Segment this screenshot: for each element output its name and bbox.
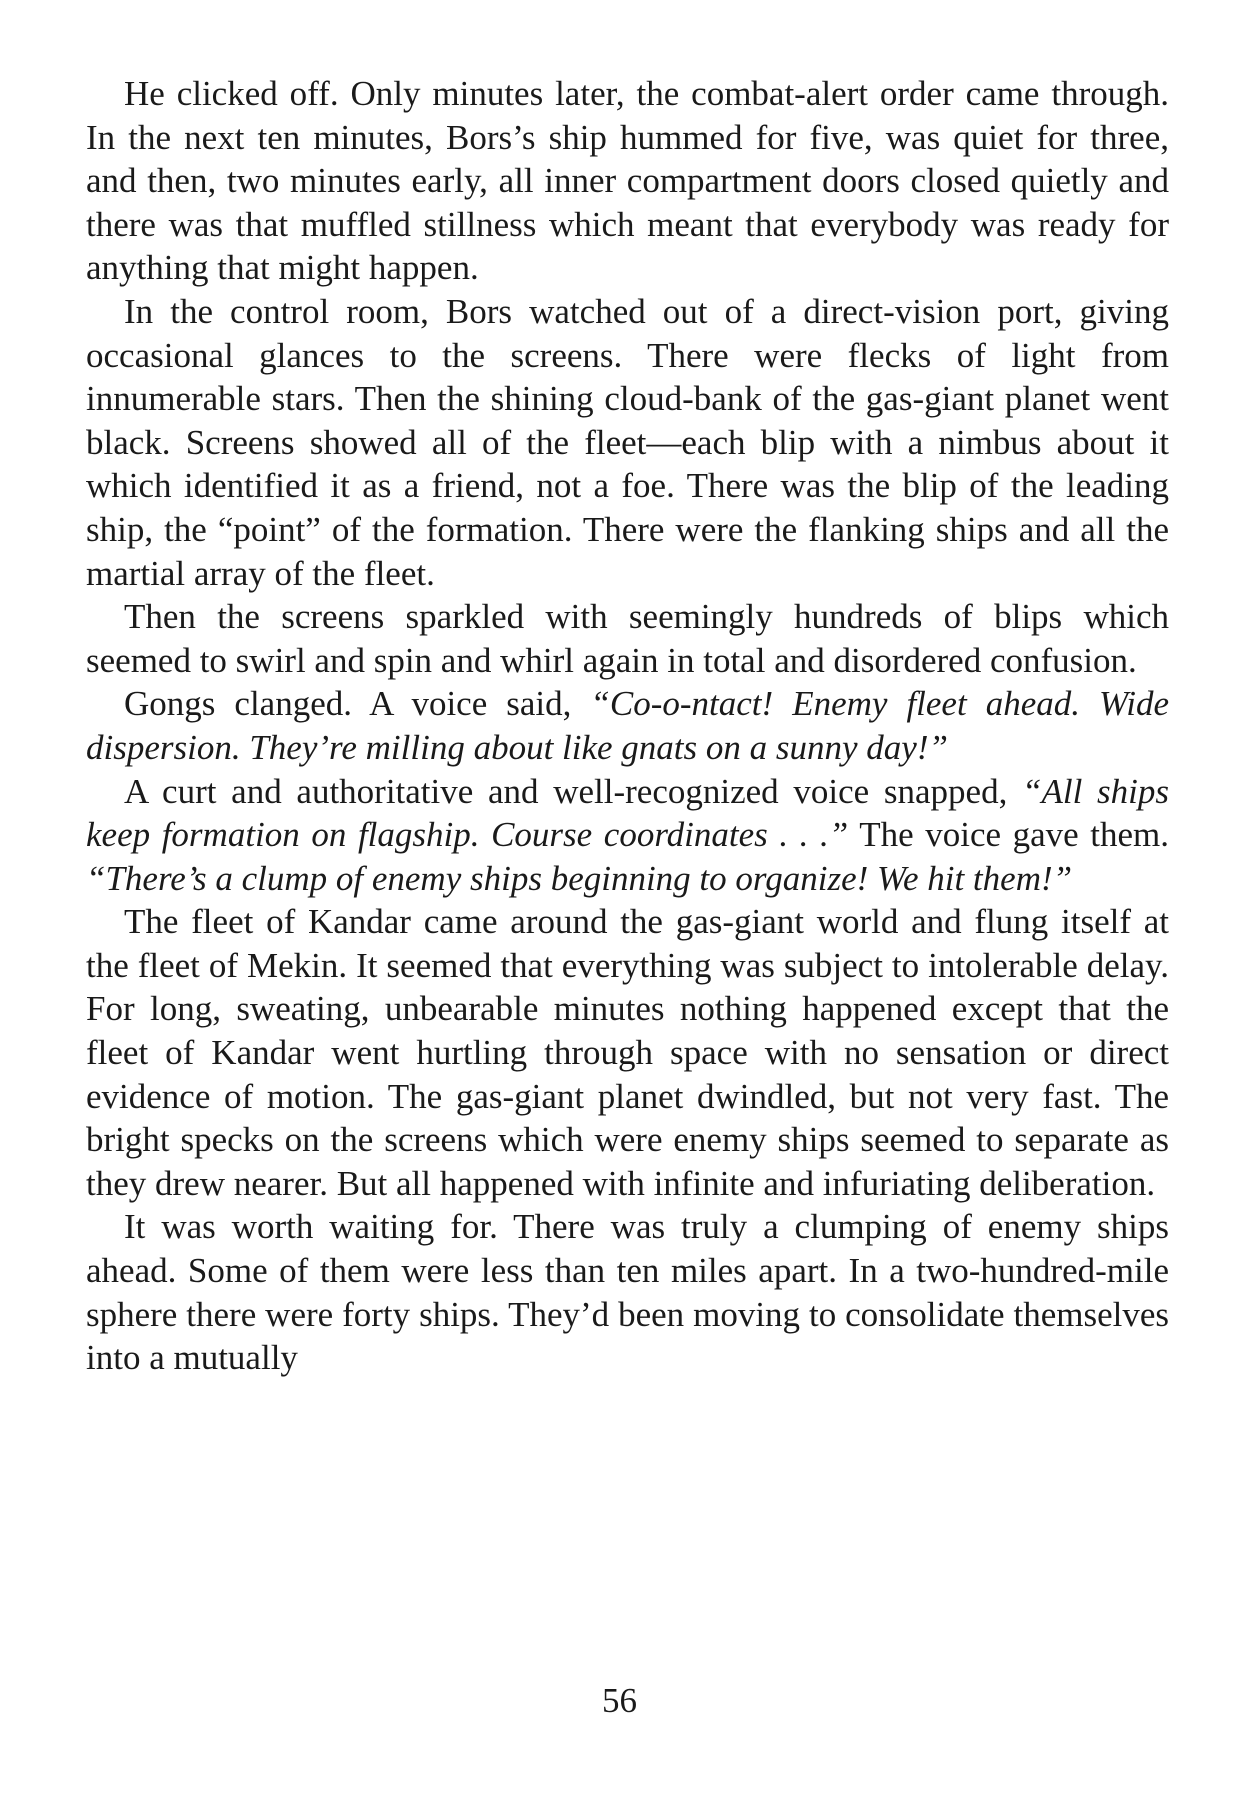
paragraph	[86, 770, 1169, 901]
paragraph-text: He clicked off. Only minutes later, the combat-alert order came through. In the next ten minutes, Bors’s ship hummed for five, was quiet for three, and then, two minutes early, all inner compartment doors closed quietly and there was that muffled stillness which meant that everybody was ready for anything that might happen.	[86, 74, 1169, 288]
paragraph-text: Then the screens sparkled with seemingly hundreds of blips which seemed to swirl and spin and whirl again in total and disordered confusion.	[86, 597, 1169, 680]
paragraph	[86, 595, 1169, 682]
paragraph-text: It was worth waiting for. There was truly a clumping of enemy ships ahead. Some of them were less than ten miles apart. In a two-hundred-mile sphere there were forty ships. They’d been moving to consolidate themselves into a mutually	[86, 1207, 1169, 1378]
paragraph	[86, 900, 1169, 1205]
paragraph	[86, 72, 1169, 290]
page-number: 56	[602, 1681, 637, 1720]
paragraph-italic-text: “There’s a clump of enemy ships beginning to organize! We hit them!”	[86, 858, 1073, 898]
page-body	[86, 72, 1169, 1380]
paragraph-text: A curt and authoritative and well-recognized voice snapped,	[124, 771, 1023, 811]
paragraph	[86, 1205, 1169, 1379]
paragraph-text: In the control room, Bors watched out of a direct-vision port, giving occasional glances to the screens. There were flecks of light from innumerable stars. Then the shining cloud-bank of the gas-giant planet went black. Screens showed all of the fleet—each blip with a nimbus about it which identified it as a friend, not a foe. There was the blip of the leading ship, the “point” of the formation. There were the flanking ships and all the martial array of the fleet.	[86, 291, 1169, 593]
paragraph	[86, 290, 1169, 595]
paragraph-text: Gongs clanged. A voice said,	[124, 684, 591, 724]
paragraph-text: The voice gave them.	[848, 815, 1169, 855]
paragraph-italic-text: “All ships keep formation on flagship. Course coordinates . . .”	[86, 771, 1169, 855]
paragraph-italic-text: “Co-o-ntact! Enemy fleet ahead. Wide dispersion. They’re milling about like gnats on a sunny day!”	[86, 684, 1169, 767]
paragraph-text: The fleet of Kandar came around the gas-giant world and flung itself at the fleet of Mekin. It seemed that everything was subject to intolerable delay. For long, sweating, unbearable minutes nothing happened except that the fleet of Kandar went hurtling through space with no sensation or direct evidence of motion. The gas-giant planet dwindled, but not very fast. The bright specks on the screens which were enemy ships seemed to separate as they drew nearer. But all happened with infinite and infuriating deliberation.	[86, 902, 1169, 1203]
paragraph	[86, 682, 1169, 769]
